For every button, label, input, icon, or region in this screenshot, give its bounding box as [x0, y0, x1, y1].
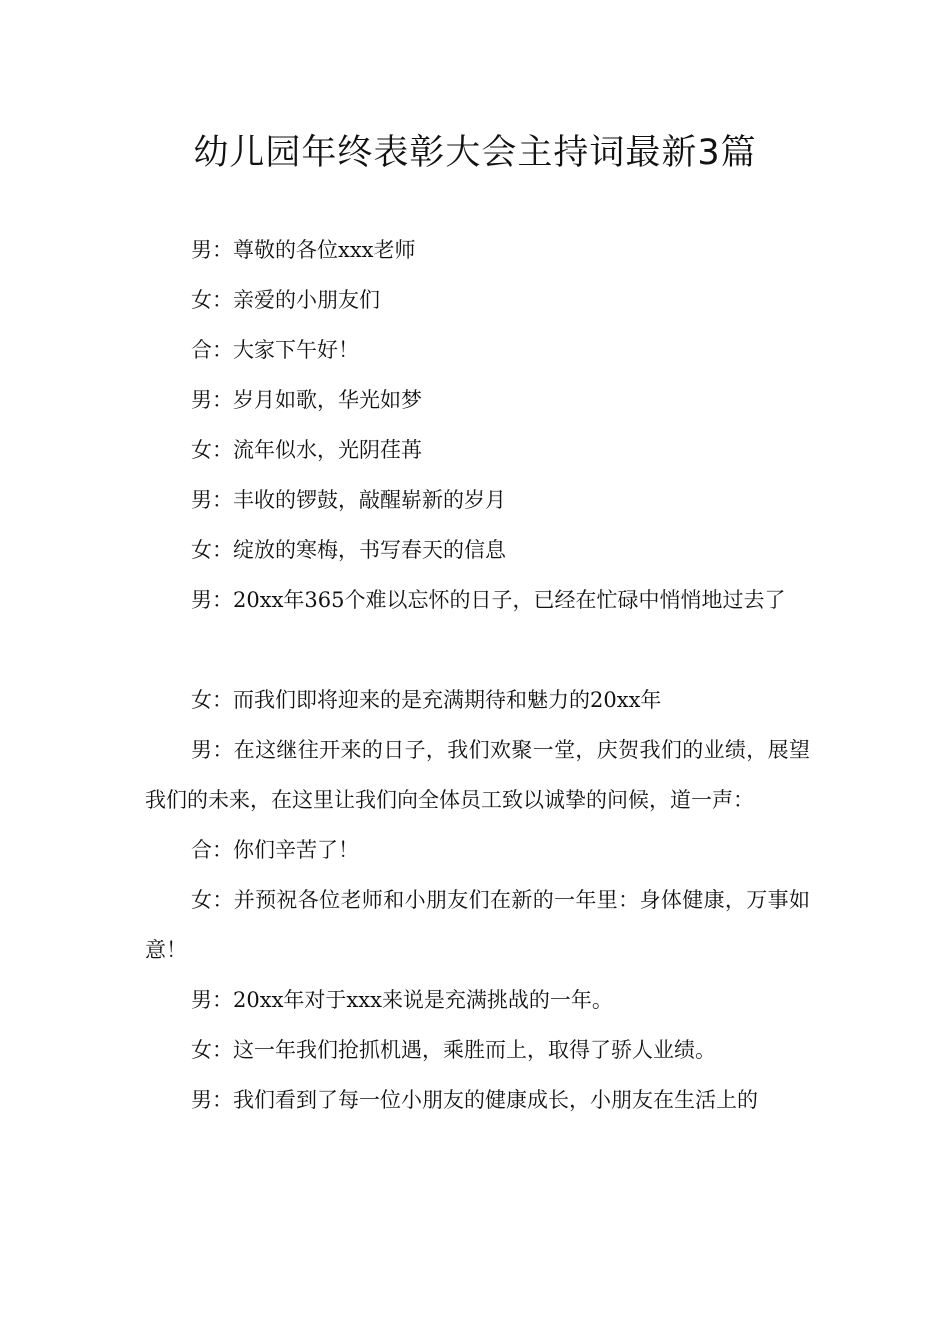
document-title: 幼儿园年终表彰大会主持词最新3篇	[193, 133, 757, 173]
paragraph: 女：亲爱的小朋友们	[191, 288, 380, 312]
paragraph: 女：流年似水，光阴荏苒	[191, 438, 422, 462]
paragraph: 男：尊敬的各位xxx老师	[191, 238, 416, 262]
paragraph: 男：丰收的锣鼓，敲醒崭新的岁月	[191, 488, 506, 512]
paragraph: 女：并预祝各位老师和小朋友们在新的一年里：身体健康，万事如意！	[145, 888, 810, 962]
paragraph: 男：20xx年365个难以忘怀的日子，已经在忙碌中悄悄地过去了	[191, 588, 786, 612]
paragraph: 合：大家下午好！	[191, 338, 359, 362]
paragraph: 女：这一年我们抢抓机遇，乘胜而上，取得了骄人业绩。	[191, 1038, 716, 1062]
document-body	[145, 225, 810, 1125]
paragraph: 男：在这继往开来的日子，我们欢聚一堂，庆贺我们的业绩，展望我们的未来，在这里让我们向全体员工致以诚挚的问候，道一声：	[145, 738, 810, 812]
paragraph: 男：岁月如歌，华光如梦	[191, 388, 422, 412]
paragraph: 合：你们辛苦了！	[191, 838, 359, 862]
paragraph: 女：而我们即将迎来的是充满期待和魅力的20xx年	[191, 688, 662, 712]
paragraph: 女：绽放的寒梅，书写春天的信息	[191, 538, 506, 562]
paragraph: 男：20xx年对于xxx来说是充满挑战的一年。	[191, 988, 613, 1012]
paragraph-spacer	[145, 625, 810, 675]
paragraph: 男：我们看到了每一位小朋友的健康成长，小朋友在生活上的	[191, 1088, 758, 1112]
